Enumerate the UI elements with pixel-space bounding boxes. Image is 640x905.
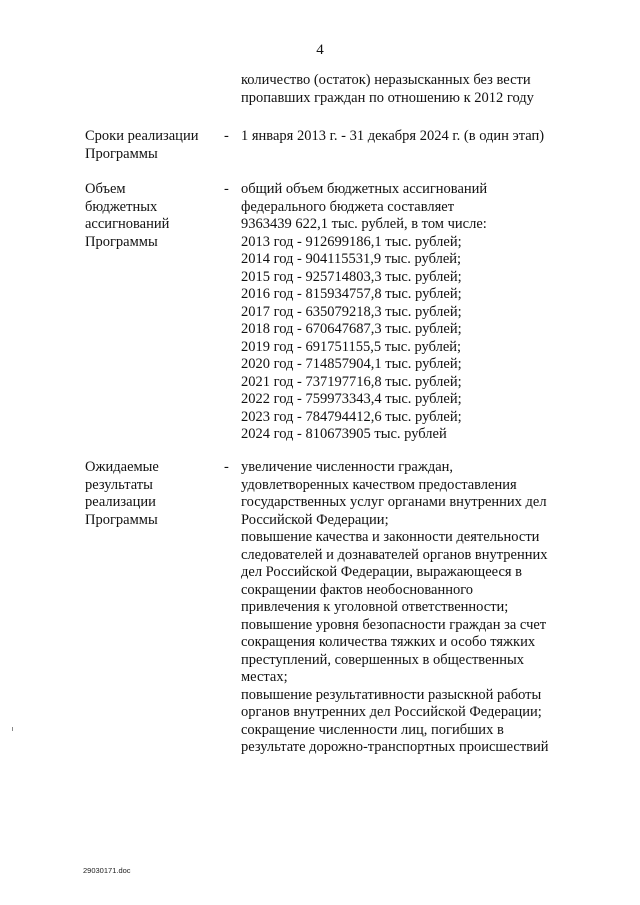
budget-year-line: 2024 год - 810673905 тыс. рублей (241, 426, 447, 442)
budget-year-line: 2016 год - 815934757,8 тыс. рублей; (241, 286, 462, 302)
continuation-line: количество (остаток) неразысканных без вести (241, 72, 531, 88)
section-label (85, 459, 220, 529)
budget-year-line: 2020 год - 714857904,1 тыс. рублей; (241, 356, 462, 372)
content-line: сокращения количества тяжких и особо тяжких (241, 634, 536, 650)
content-line: повышение результативности разыскной работы (241, 686, 542, 703)
budget-year-line: 2022 год - 759973343,4 тыс. рублей; (241, 391, 462, 407)
label-line: бюджетных (85, 198, 158, 215)
content-line: 9363439 622,1 тыс. рублей, в том числе: (241, 216, 487, 232)
scan-speck (12, 727, 13, 731)
section-content (241, 128, 581, 146)
document-id: 29030171.doc (83, 866, 131, 875)
content-line: удовлетворенных качеством предоставления (241, 476, 517, 493)
content-line: федерального бюджета составляет (241, 198, 455, 215)
label-line: Программы (85, 233, 158, 250)
continuation-line: пропавших граждан по отношению к 2012 году (241, 89, 534, 106)
label-line: реализации (85, 494, 156, 510)
section-label (85, 181, 220, 251)
label-line: Объем (85, 181, 126, 197)
content-line: общий объем бюджетных ассигнований (241, 181, 488, 197)
label-line: Программы (85, 511, 158, 528)
label-line: результаты (85, 476, 153, 493)
label-line: ассигнований (85, 216, 170, 232)
budget-year-line: 2019 год - 691751155,5 тыс. рублей; (241, 338, 462, 355)
content-line: увеличение численности граждан, (241, 459, 454, 475)
content-line: сокращение численности лиц, погибших в (241, 721, 504, 738)
label-line: Программы (85, 145, 158, 162)
label-line: Сроки реализации (85, 128, 199, 144)
budget-year-line: 2015 год - 925714803,3 тыс. рублей; (241, 268, 462, 285)
budget-year-line: 2023 год - 784794412,6 тыс. рублей; (241, 408, 462, 425)
content-line: органов внутренних дел Российской Федерации; (241, 704, 542, 720)
content-line: дел Российской Федерации, выражающееся в (241, 564, 523, 580)
content-line: повышение качества и законности деятельности (241, 529, 540, 545)
section-label (85, 128, 220, 163)
content-line: преступлений, совершенных в общественных (241, 651, 525, 668)
budget-year-line: 2018 год - 670647687,3 тыс. рублей; (241, 321, 462, 337)
section-dash: - (224, 128, 229, 144)
content-line: привлечения к уголовной ответственности; (241, 599, 509, 615)
content-line: сокращении фактов необоснованного (241, 581, 474, 598)
label-line: Ожидаемые (85, 459, 159, 475)
budget-year-line: 2017 год - 635079218,3 тыс. рублей; (241, 303, 462, 320)
content-line: Российской Федерации; (241, 511, 389, 528)
budget-year-line: 2021 год - 737197716,8 тыс. рублей; (241, 373, 462, 390)
content-line: результате дорожно-транспортных происшествий (241, 739, 549, 755)
continuation-text (241, 72, 581, 107)
budget-year-line: 2014 год - 904115531,9 тыс. рублей; (241, 251, 462, 267)
content-line: государственных услуг органами внутренних дел (241, 494, 547, 510)
page-number: 4 (316, 42, 324, 58)
content-line: местах; (241, 669, 288, 685)
section-content (241, 181, 581, 444)
content-line: повышение уровня безопасности граждан за счет (241, 616, 547, 633)
section-content (241, 459, 581, 757)
budget-year-line: 2013 год - 912699186,1 тыс. рублей; (241, 233, 462, 250)
section-dash: - (224, 459, 229, 475)
content-line: следователей и дознавателей органов внутренних (241, 546, 548, 563)
content-line: 1 января 2013 г. - 31 декабря 2024 г. (в один этап) (241, 128, 545, 144)
section-dash: - (224, 181, 229, 197)
